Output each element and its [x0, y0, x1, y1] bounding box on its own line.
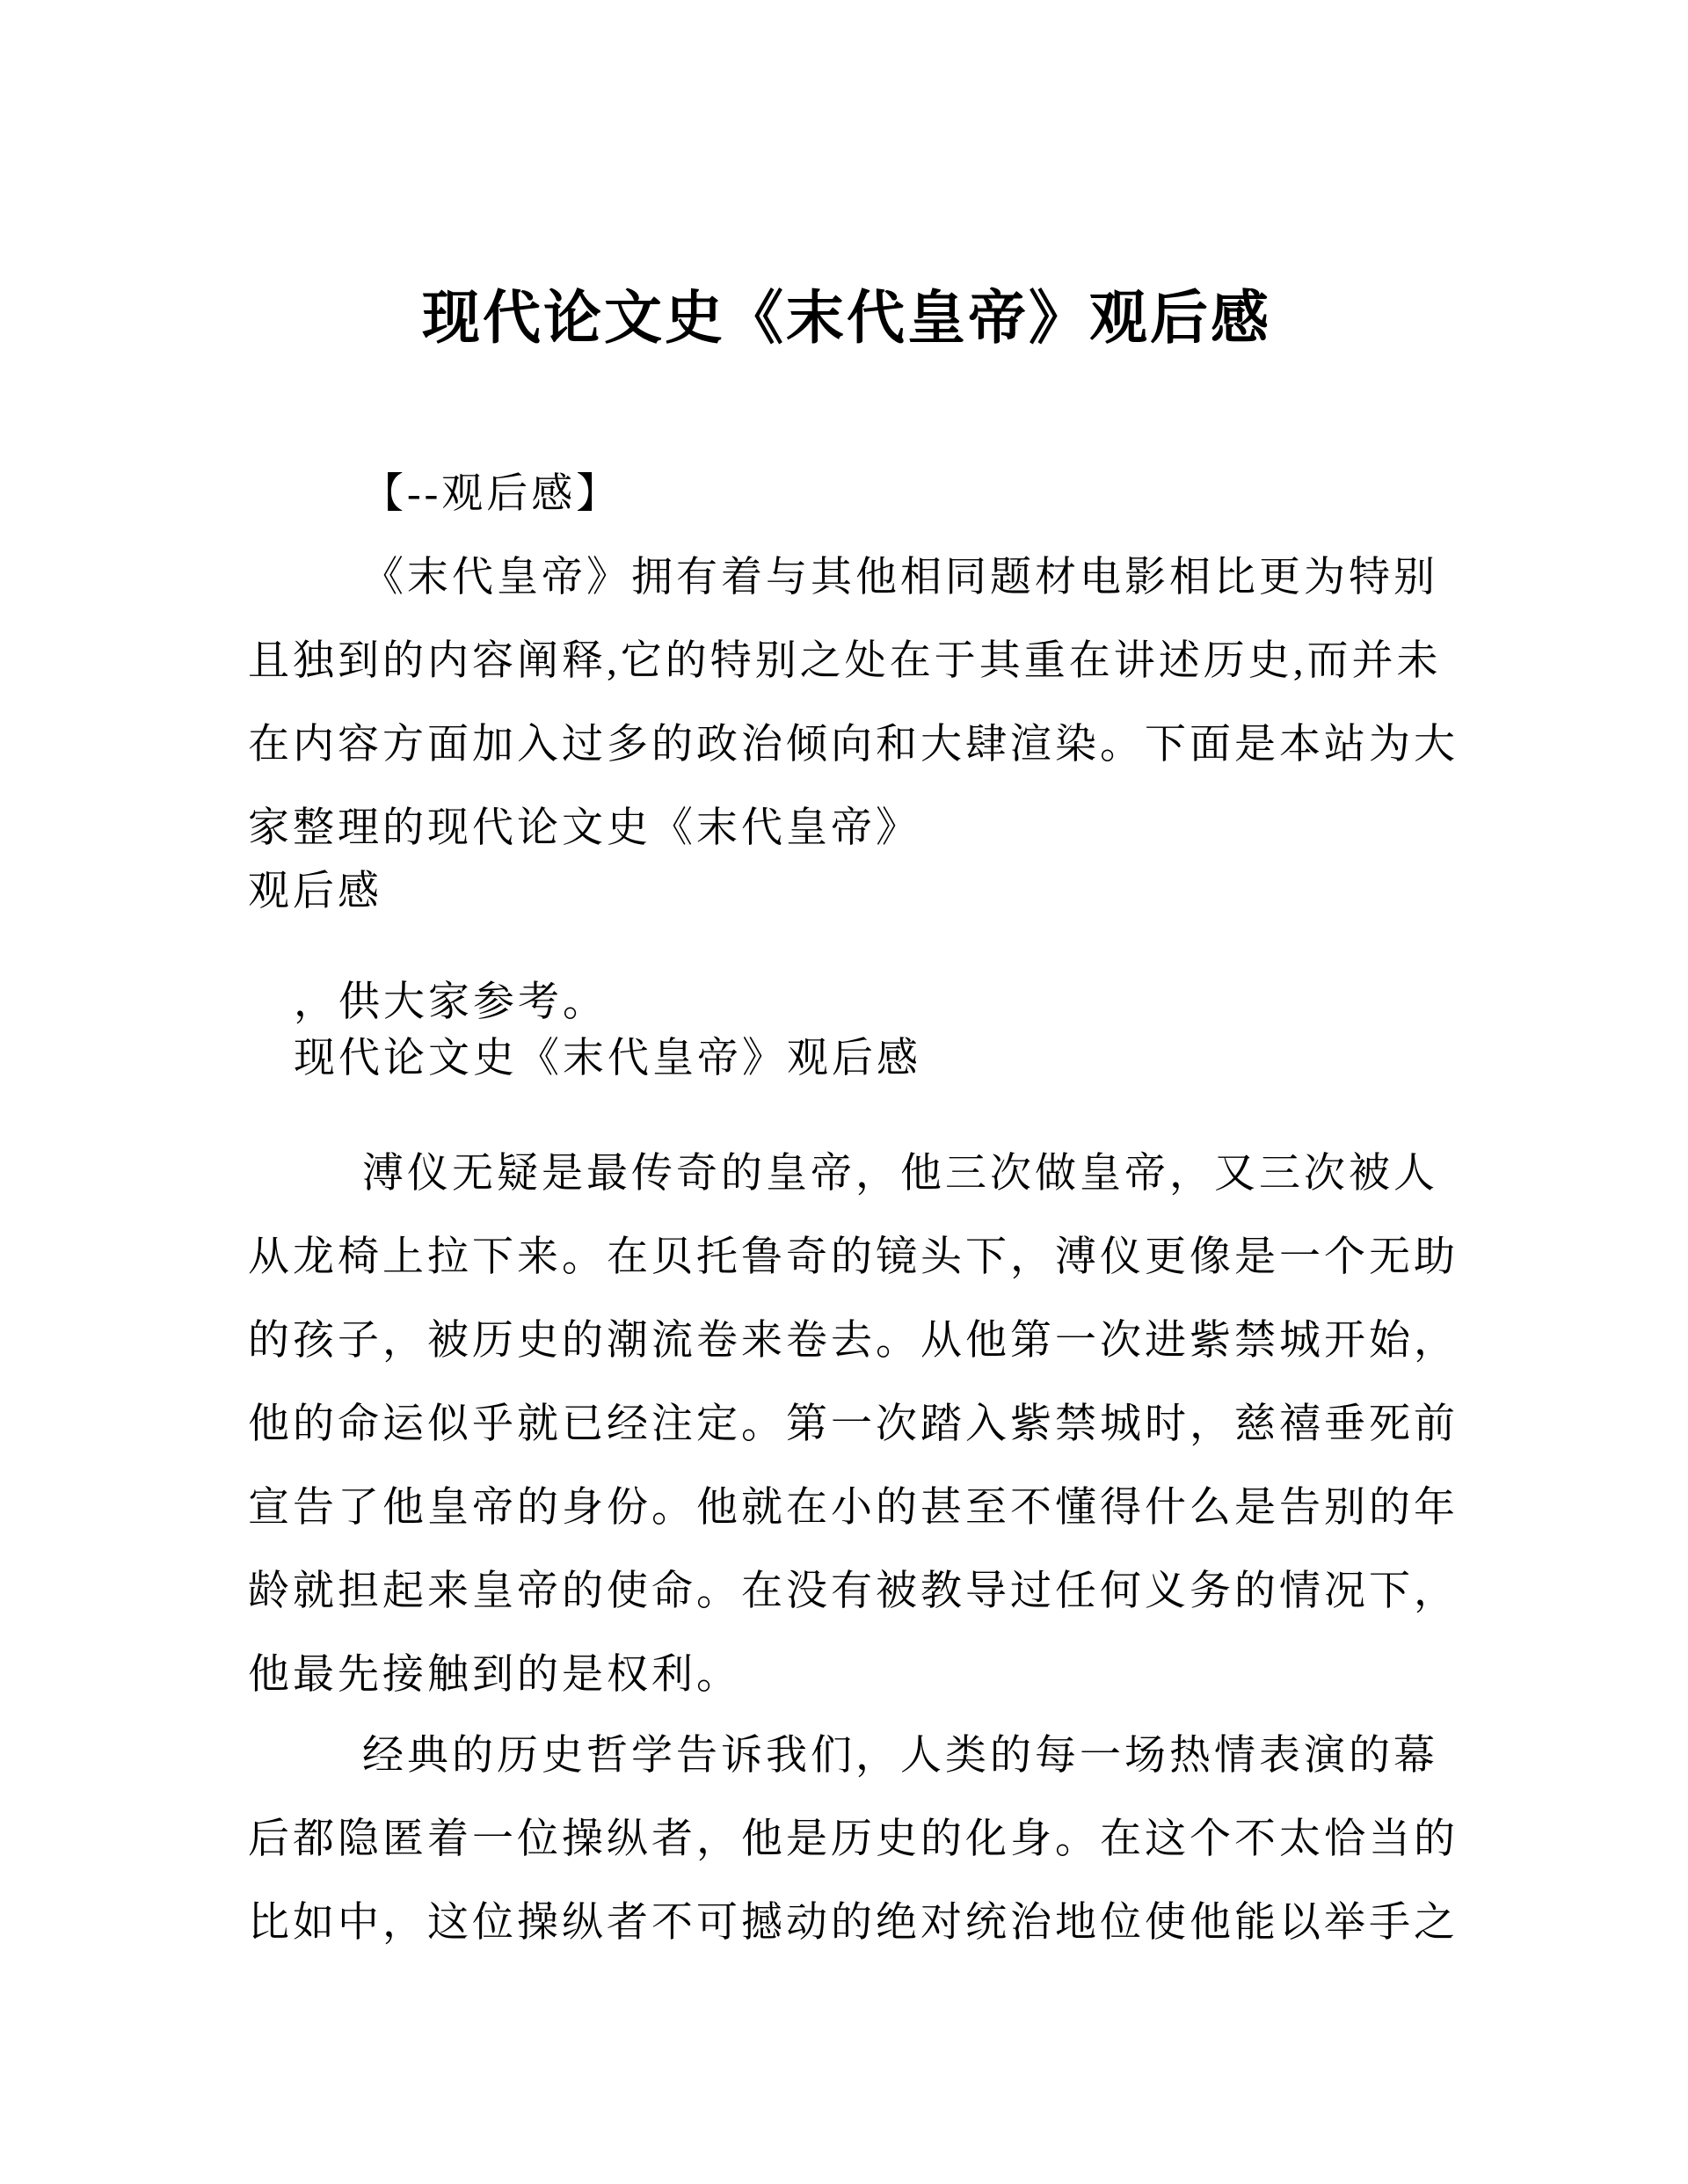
- paragraph-tail-reference: [248, 971, 1445, 1034]
- paragraph-intro: [248, 536, 1459, 870]
- text-line: 他最先接触到的是权利。: [248, 1652, 741, 1698]
- text-line: 【--观后感】: [362, 471, 622, 517]
- text-line: 观后感: [248, 869, 382, 914]
- paragraph-tag: [248, 453, 1445, 536]
- text-line: 比如中，这位操纵者不可撼动的绝对统治地位使他能以举手之: [248, 1900, 1459, 1946]
- text-line: 的孩子，被历史的潮流卷来卷去。从他第一次进紫禁城开始，: [248, 1318, 1459, 1364]
- text-line: 他的命运似乎就已经注定。第一次踏入紫禁城时，慈禧垂死前: [248, 1401, 1459, 1447]
- text-line: ，供大家参考。: [294, 979, 608, 1025]
- text-line: 从龙椅上拉下来。在贝托鲁奇的镜头下，溥仪更像是一个无助: [248, 1234, 1459, 1280]
- text-line: 家整理的现代论文史《末代皇帝》: [248, 805, 920, 851]
- paragraph-history: [248, 1714, 1459, 1965]
- text-line: 龄就担起来皇帝的使命。在没有被教导过任何义务的情况下，: [248, 1569, 1459, 1614]
- paragraph-subtitle: [248, 1027, 1445, 1090]
- document-title: 现代论文史《末代皇帝》观后感: [422, 285, 1271, 350]
- text-line: 宣告了他皇帝的身份。他就在小的甚至不懂得什么是告别的年: [248, 1485, 1459, 1531]
- text-line: 且独到的内容阐释,它的特别之处在于其重在讲述历史,而并未: [248, 638, 1442, 684]
- text-line: 在内容方面加入过多的政治倾向和大肆渲染。下面是本站为大: [248, 722, 1459, 768]
- paragraph-puyi: [248, 1132, 1459, 1717]
- text-line: 现代论文史《末代皇帝》观后感: [294, 1036, 921, 1081]
- text-line: 后都隐匿着一位操纵者，他是历史的化身。在这个不太恰当的: [248, 1816, 1459, 1862]
- text-line: 《末代皇帝》拥有着与其他相同题材电影相比更为特别: [362, 555, 1438, 601]
- text-line: 经典的历史哲学告诉我们，人类的每一场热情表演的幕: [362, 1733, 1438, 1779]
- text-line: 溥仪无疑是最传奇的皇帝，他三次做皇帝，又三次被人: [362, 1151, 1438, 1197]
